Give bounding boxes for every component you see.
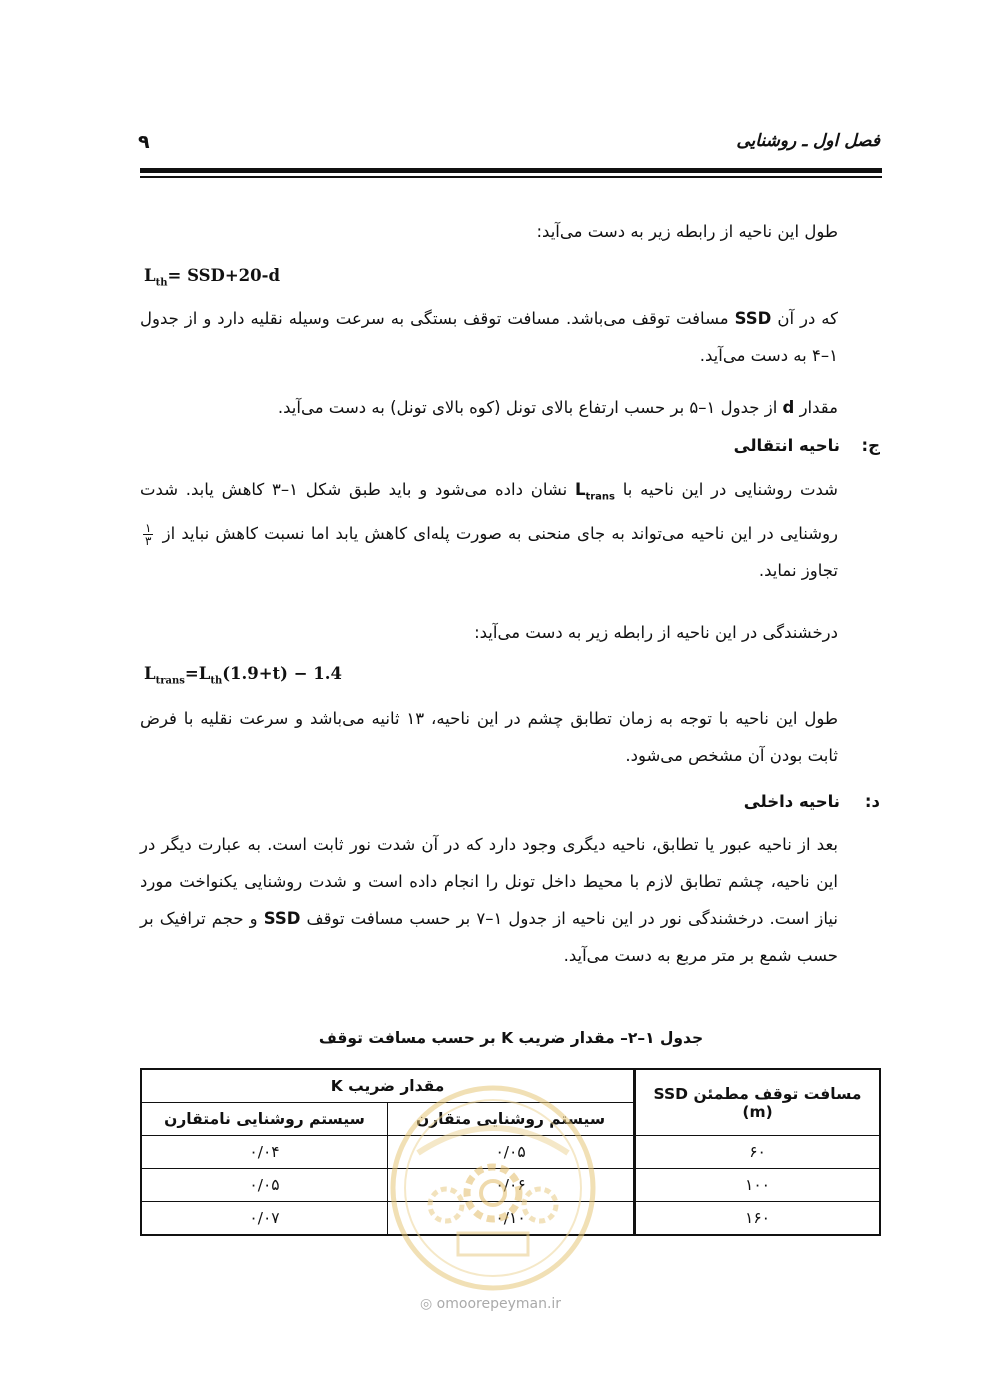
p4-text-a: شدت روشنایی در این ناحیه با [615, 480, 839, 499]
p7-text-a: بعد از ناحیه عبور یا تطابق، ناحیه دیگری وجود دارد که در آن شدت نور ثابت است. به عبارت دیگر در این ناحیه، چشم تطابق لازم با محیط داخل تونل را انجام داده است و شدت روشنایی یکنواخت مورد نیاز است. درخشندگی نور در این ناحیه از جدول ۱–۷ بر حسب مسافت توقف [140, 835, 839, 928]
formula-ltrans [144, 664, 342, 686]
paragraph-threshold-length: طول این ناحیه از رابطه زیر به دست می‌آید: [536, 222, 838, 241]
p2-text-b: مسافت توقف می‌باشد. مسافت توقف بستگی به سرعت وسیله نقلیه دارد و از جدول ۱–۴ به دست می‌آید. [140, 309, 838, 365]
p3-text-a: مقدار [794, 398, 838, 417]
table-row [141, 1136, 880, 1169]
cell-ssd: ۱۰۰ [635, 1169, 880, 1202]
header-symmetric: سیستم روشنایی متقارن [388, 1103, 635, 1136]
running-title: فصل اول ـ روشنایی [736, 131, 880, 151]
heading-c-title: ناحیه انتقالی [733, 436, 840, 455]
table-caption: جدول ۱–۲– مقدار ضریب K بر حسب مسافت توقف [318, 1029, 704, 1047]
cell-ssd: ۶۰ [635, 1136, 880, 1169]
heading-c-letter: ج: [861, 436, 880, 455]
formula-ltrans-sub1: trans [155, 675, 185, 687]
header-rule-thick [140, 168, 882, 173]
p4-text-b: نشان داده می‌شود و باید طبق شکل ۱–۳ کاهش یابد. شدت روشنایی در این ناحیه می‌تواند به جای منحنی به صورت پله‌ای کاهش یابد اما نسبت کاهش نباید از [140, 480, 838, 544]
header-rule-thin [140, 176, 882, 178]
table-header-row [141, 1069, 880, 1103]
p7-ssd: SSD [263, 909, 301, 928]
p2-text-a: که در آن [771, 309, 838, 328]
p2-ssd: SSD [734, 309, 772, 328]
formula-lth-rest: = SSD+20-d [167, 266, 281, 285]
paragraph-ssd-definition [140, 300, 838, 374]
cell-symmetric: ۰/۱۰ [388, 1202, 635, 1236]
watermark-url-text: omoorepeyman.ir [436, 1296, 562, 1312]
paragraph-interior-zone [140, 826, 838, 974]
heading-d-title: ناحیه داخلی [743, 792, 840, 811]
p4-frac-num: ۱ [145, 521, 152, 536]
cell-asymmetric: ۰/۰۴ [141, 1136, 388, 1169]
p4-fraction [143, 522, 153, 547]
table-row [141, 1202, 880, 1236]
paragraph-d-value [140, 389, 838, 426]
header-k: مقدار ضریب K [141, 1069, 635, 1103]
header-ssd: مسافت توقف مطمئن SSD (m) [635, 1069, 880, 1136]
heading-interior-zone [744, 792, 880, 811]
page-number: ۹ [138, 131, 150, 153]
formula-ltrans-rest: (1.9+t) − 1.4 [222, 664, 343, 683]
p4-ltrans-L: L [574, 480, 586, 499]
formula-lth-L: L [144, 266, 156, 285]
p4-ltrans-sub: trans [585, 491, 615, 503]
cell-symmetric: ۰/۰۵ [388, 1136, 635, 1169]
p7-text-b: و حجم ترافیک بر حسب شمع بر متر مربع به دست می‌آید. [140, 909, 838, 965]
heading-transition-zone [734, 436, 880, 455]
formula-ltrans-L1: L [144, 664, 156, 683]
cell-asymmetric: ۰/۰۷ [141, 1202, 388, 1236]
cell-symmetric: ۰/۰۶ [388, 1169, 635, 1202]
cell-asymmetric: ۰/۰۵ [141, 1169, 388, 1202]
paragraph-luminance-relation: درخشندگی در این ناحیه از رابطه زیر به دست می‌آید: [474, 623, 838, 642]
formula-ltrans-sub2: th [210, 675, 223, 687]
formula-lth-sub: th [155, 277, 168, 289]
p4-frac-den: ۳ [145, 534, 152, 549]
formula-lth [144, 266, 280, 288]
p4-ltrans [574, 480, 615, 503]
k-coefficient-table [140, 1068, 881, 1236]
formula-ltrans-eq: =L [184, 664, 211, 683]
paragraph-transition-intensity [140, 471, 838, 589]
table-row [141, 1169, 880, 1202]
p4-text-c: تجاوز نماید. [758, 561, 838, 581]
p3-text-b: از جدول ۱–۵ بر حسب ارتفاع بالای تونل (کوه بالای تونل) به دست می‌آید. [277, 398, 783, 417]
paragraph-transition-length: طول این ناحیه با توجه به زمان تطابق چشم در این ناحیه، ۱۳ ثانیه می‌باشد و سرعت نقلیه با فرض ثابت بودن آن مشخص می‌شود. [140, 709, 838, 765]
cell-ssd: ۱۶۰ [635, 1202, 880, 1236]
header-asymmetric: سیستم روشنایی نامتقارن [141, 1103, 388, 1136]
watermark-url: ◎ omoorepeyman.ir [420, 1296, 562, 1312]
heading-d-letter: د: [864, 792, 880, 811]
p3-d: d [782, 398, 795, 417]
